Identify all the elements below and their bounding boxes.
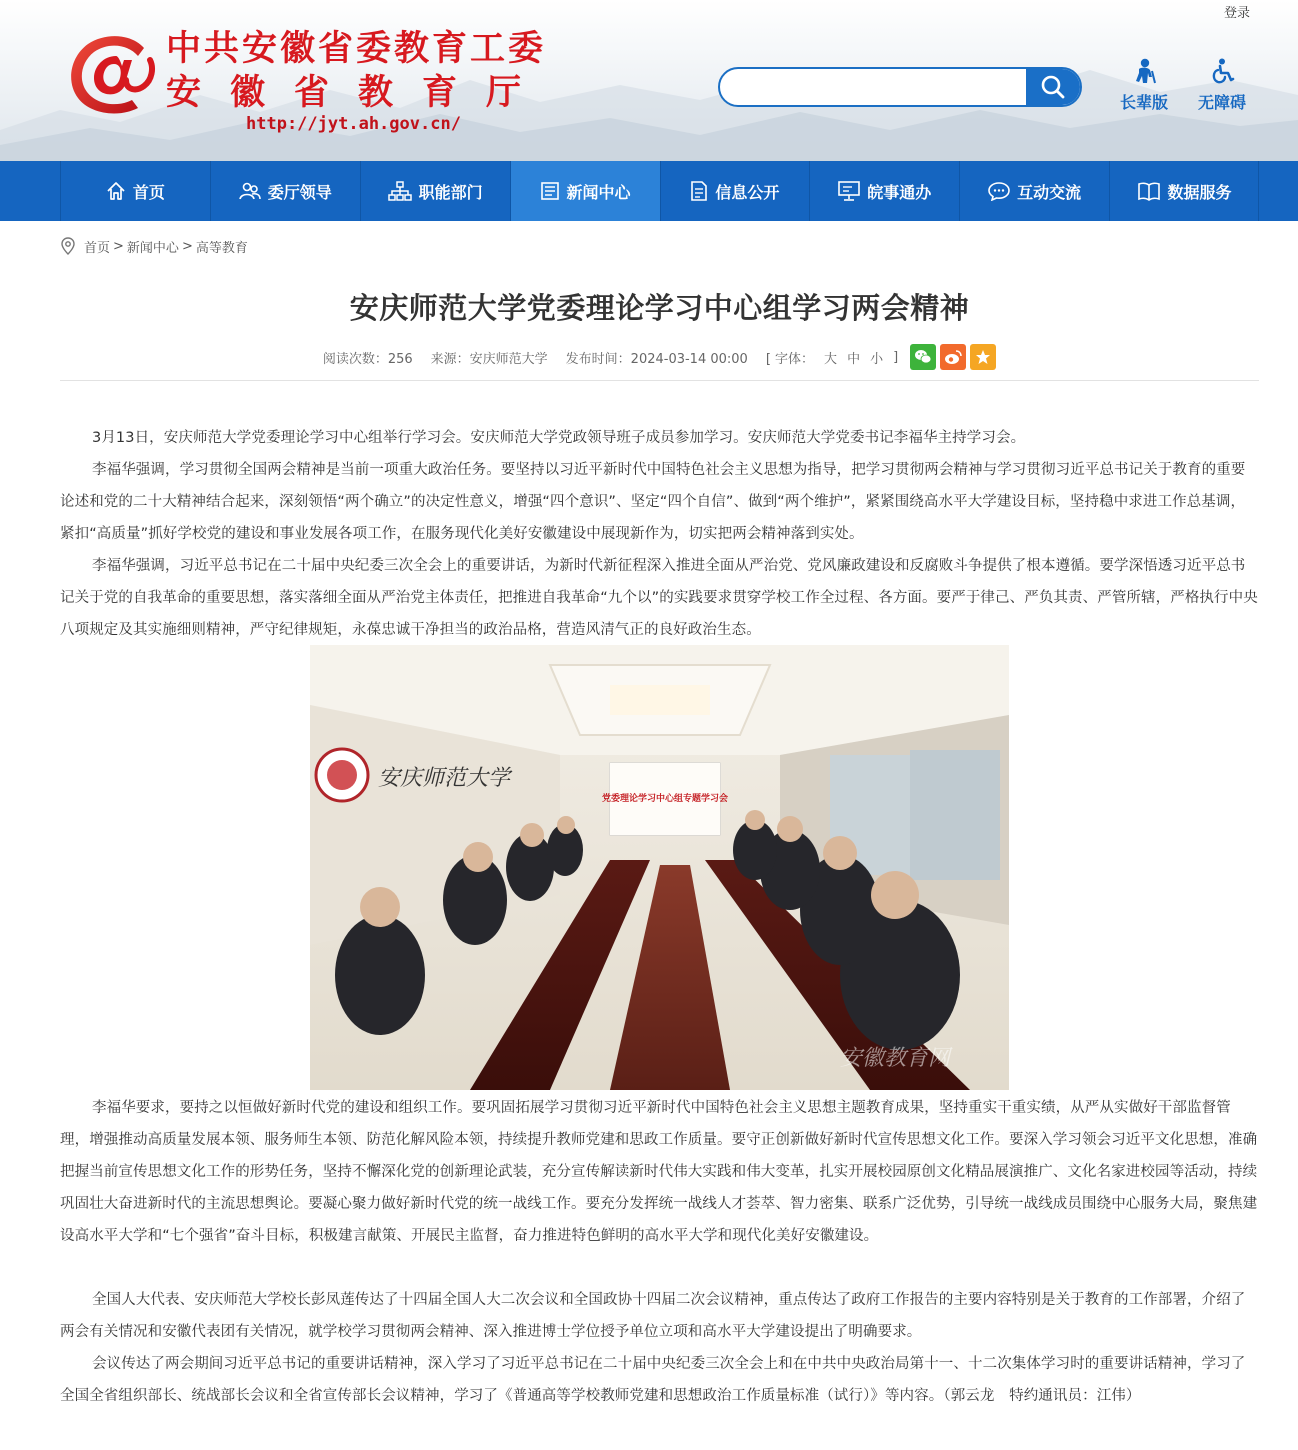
nav-item-info-disclosure[interactable] — [660, 161, 810, 221]
font-size-large[interactable]: 大 — [824, 351, 838, 367]
article-paragraph: 全国人大代表、安庆师范大学校长彭凤莲传达了十四届全国人大二次会议和全国政协十四届二次会议精神，重点传达了政府工作报告的主要内容特别是关于教育的工作部署，介绍了两会有关情况和安徽代表团有关情况，就学校学习贯彻两会精神、深入推进博士学位授予单位立项和高水平大学建设提出了明确要求。 — [60, 1292, 1246, 1340]
publish-time: 发布时间：2024-03-14 00:00 — [565, 351, 748, 367]
search-icon — [1040, 74, 1066, 100]
article-paragraph: 李福华强调，习近平总书记在二十届中央纪委三次全会上的重要讲话，为新时代新征程深入推进全面从严治党、党风廉政建设和反腐败斗争提供了根本遵循。要学深悟透习近平总书记关于党的自我革命的重要思想，落实落细全面从严治党主体责任，把推进自我革命“九个以”的实践要求贯穿学校工作全过程、各方面。要严于律己、严负其责、严管所辖，严格执行中央八项规定及其实施细则精神，严守纪律规矩，永葆忠诚干净担当的政治品格，营造风清气正的良好政治生态。 — [60, 558, 1258, 638]
login-link[interactable]: 登录 — [1223, 6, 1250, 21]
breadcrumb-news-center[interactable]: 新闻中心 — [126, 240, 179, 256]
chat-icon — [988, 181, 1010, 201]
article-photo — [310, 645, 1009, 1090]
view-count: 阅读次数：256 — [322, 351, 413, 367]
nav-item-departments[interactable] — [360, 161, 510, 221]
meeting-photo-illustration — [310, 645, 1009, 1090]
article-paragraph: 3月13日，安庆师范大学党委理论学习中心组举行学习会。安庆师范大学党政领导班子成员参加学习。安庆师范大学党委书记李福华主持学习会。 — [92, 430, 1026, 446]
wheelchair-icon — [1208, 58, 1236, 84]
nav-label: 新闻中心 — [566, 182, 631, 202]
news-icon — [540, 181, 560, 201]
location-pin-icon — [60, 237, 76, 255]
wechat-icon — [914, 349, 932, 365]
nav-label: 数据服务 — [1167, 182, 1232, 202]
document-icon — [690, 181, 708, 201]
article-source: 来源：安庆师范大学 — [430, 351, 548, 367]
elder-mode-button[interactable] — [1113, 58, 1175, 113]
site-header — [0, 0, 1298, 161]
nav-label: 皖事通办 — [867, 182, 932, 202]
font-size-label: [ 字体： — [765, 351, 815, 367]
site-url[interactable]: http://jyt.ah.gov.cn/ — [246, 114, 461, 134]
photo-watermark: 安徽教育网 — [839, 1046, 950, 1071]
logo-icon — [66, 30, 162, 116]
nav-item-leaders[interactable] — [210, 161, 360, 221]
favorite-star-icon — [975, 349, 991, 365]
breadcrumb — [60, 236, 248, 256]
breadcrumb-separator: > — [181, 238, 193, 254]
nav-item-home[interactable] — [60, 161, 210, 221]
font-size-small[interactable]: 小 — [870, 351, 884, 367]
elder-mode-label: 长辈版 — [1119, 93, 1168, 112]
nav-item-interaction[interactable] — [959, 161, 1109, 221]
book-icon — [1137, 181, 1161, 201]
nav-item-services[interactable] — [809, 161, 959, 221]
breadcrumb-separator: > — [113, 238, 124, 254]
share-wechat-button[interactable] — [910, 344, 936, 370]
site-name-line1: 中共安徽省委教育工委 — [166, 29, 547, 69]
add-favorite-button[interactable] — [970, 344, 996, 370]
photo-wall-sign: 安庆师范大学 — [378, 766, 511, 791]
search-box — [718, 67, 1082, 107]
nav-item-data-services[interactable] — [1109, 161, 1259, 221]
org-chart-icon — [388, 181, 412, 201]
font-size-medium[interactable]: 中 — [847, 351, 861, 367]
nav-label: 职能部门 — [418, 182, 483, 202]
font-size-close-bracket: ] — [893, 349, 899, 365]
site-name-line2: 安徽省教育厅 — [166, 73, 551, 113]
photo-banner-text: 党委理论学习中心组专题学习会 — [601, 794, 729, 804]
article-paragraph: 李福华要求，要持之以恒做好新时代党的建设和组织工作。要巩固拓展学习贯彻习近平新时代中国特色社会主义思想主题教育成果，坚持重实干重实绩，从严从实做好干部监督管理，增强推动高质量发展本领、服务师生本领、防范化解风险本领，持续提升教师党建和思政工作质量。要守正创新做好新时代宣传思想文化工作。要深入学习领会习近平文化思想，准确把握当前宣传思想文化工作的形势任务，坚持不懈深化党的创新理论武装，充分宣传解读新时代伟大实践和伟大变革，扎实开展校园原创文化精品展演推广、文化名家进校园等活动，持续巩固壮大奋进新时代的主流思想舆论。要凝心聚力做好新时代党的统一战线工作。要充分发挥统一战线人才荟萃、智力密集、联系广泛优势，引导统一战线成员围绕中心服务大局，聚焦建设高水平大学和“七个强省”奋斗目标，积极建言献策、开展民主监督，奋力推进特色鲜明的高水平大学和现代化美好安徽建设。 — [60, 1100, 1258, 1244]
monitor-icon — [838, 181, 860, 201]
elder-icon — [1130, 58, 1158, 84]
article-paragraph: 会议传达了两会期间习近平总书记的重要讲话精神，深入学习了习近平总书记在二十届中央纪委三次全会上和在中共中央政治局第十一、十二次集体学习时的重要讲话精神，学习了全国全省组织部长、统战部长会议和全省宣传部长会议精神，学习了《普通高等学校教师党建和思想政治工作质量标准（试行）》等内容。（郭云龙 特约通讯员：江伟） — [60, 1356, 1246, 1404]
nav-item-news[interactable] — [510, 161, 660, 221]
share-weibo-button[interactable] — [940, 344, 966, 370]
accessibility-button[interactable] — [1191, 58, 1253, 113]
search-button[interactable] — [1026, 69, 1080, 105]
search-input[interactable] — [720, 69, 1026, 105]
nav-label: 信息公开 — [715, 182, 780, 202]
nav-label: 首页 — [132, 182, 165, 202]
nav-label: 委厅领导 — [267, 182, 332, 202]
main-nav — [0, 161, 1298, 221]
article-paragraph: 李福华强调，学习贯彻全国两会精神是当前一项重大政治任务。要坚持以习近平新时代中国特色社会主义思想为指导，把学习贯彻两会精神与学习贯彻习近平总书记关于教育的重要论述和党的二十大精神结合起来，深刻领悟“两个确立”的决定性意义，增强“四个意识”、坚定“四个自信”、做到“两个维护”，紧紧围绕高水平大学建设目标，坚持稳中求进工作总基调，紧扣“高质量”抓好学校党的建设和事业发展各项工作，在服务现代化美好安徽建设中展现新作为，切实把两会精神落到实处。 — [60, 462, 1246, 542]
article-meta — [60, 344, 1259, 370]
nav-label: 互动交流 — [1017, 182, 1082, 202]
home-icon — [106, 181, 126, 201]
breadcrumb-home[interactable]: 首页 — [84, 240, 111, 256]
leaders-icon — [239, 181, 261, 201]
breadcrumb-higher-education[interactable]: 高等教育 — [195, 240, 248, 256]
weibo-icon — [944, 349, 962, 365]
accessibility-label: 无障碍 — [1197, 93, 1246, 112]
meta-divider — [60, 380, 1259, 381]
article-title: 安庆师范大学党委理论学习中心组学习两会精神 — [349, 291, 970, 325]
